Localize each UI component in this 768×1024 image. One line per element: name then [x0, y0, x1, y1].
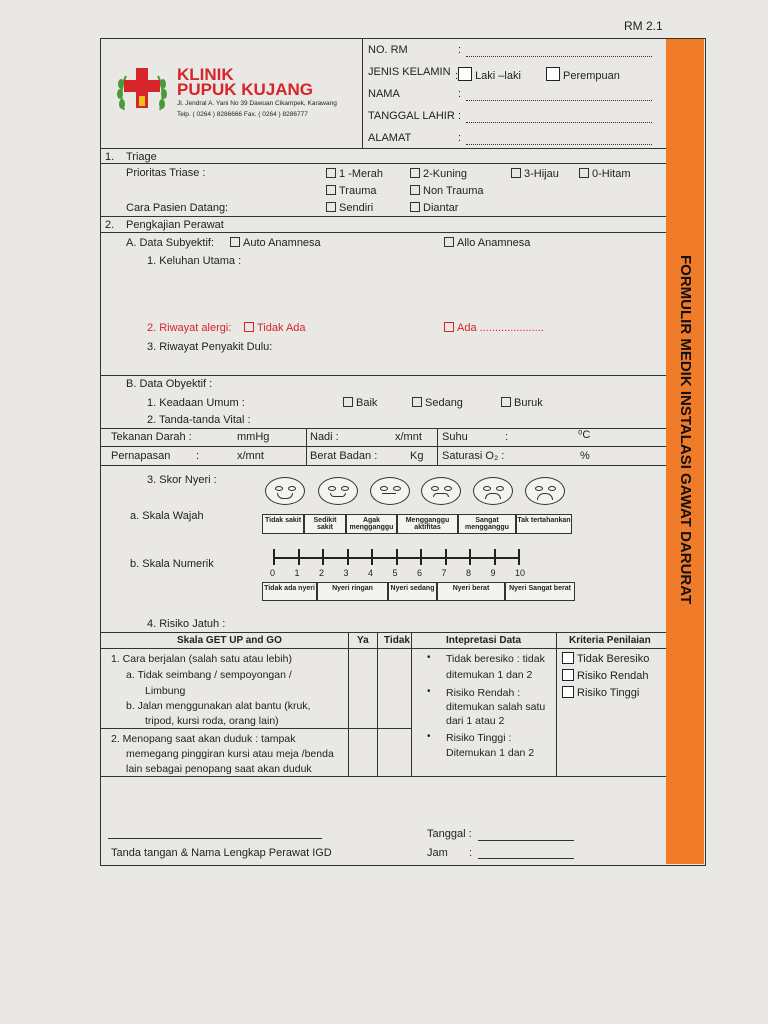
divider — [556, 632, 557, 776]
past-history-label: 3. Riwayat Penyakit Dulu: — [147, 341, 273, 353]
face-feature — [496, 486, 504, 491]
auto-anamnesa-option[interactable] — [230, 237, 321, 249]
numeric-tick-label: 9 — [490, 568, 496, 578]
address-field[interactable] — [466, 144, 652, 145]
col-no-header: Tidak — [384, 635, 410, 646]
triage-yellow-option[interactable] — [410, 168, 467, 180]
option-label: Tidak Beresiko — [577, 653, 650, 665]
triage-red-option[interactable] — [326, 168, 383, 180]
spo2-label: Saturasi O₂ : — [442, 450, 505, 462]
no-rm-label: NO. RM — [368, 44, 408, 56]
checkbox[interactable] — [230, 237, 240, 247]
divider — [100, 375, 666, 376]
interpretation-line: dari 1 atau 2 — [446, 715, 505, 727]
pain-face-icon — [473, 477, 513, 505]
has-allergy-option[interactable] — [444, 322, 544, 334]
face-feature — [431, 486, 439, 491]
non-trauma-option[interactable] — [410, 185, 484, 197]
divider — [100, 776, 666, 777]
criteria-high-risk-option[interactable] — [562, 686, 639, 699]
numeric-scale-description: Nyeri ringan — [317, 582, 388, 601]
col-scale-header: Skala GET UP and GO — [177, 635, 282, 646]
option-label: 0-Hitam — [592, 168, 631, 180]
numeric-tick — [273, 549, 275, 565]
clinic-name-line1: KLINIK — [177, 65, 234, 84]
numeric-scale-description: Nyeri Sangat berat — [505, 582, 575, 601]
interpretation-line: Ditemukan 1 dan 2 — [446, 747, 535, 759]
checkbox[interactable] — [579, 168, 589, 178]
numeric-tick — [494, 549, 496, 565]
numeric-tick — [518, 549, 520, 565]
address-label: ALAMAT — [368, 132, 412, 144]
q1-line: b. Jalan menggunakan alat bantu (kruk, — [126, 700, 311, 712]
dob-colon: : — [458, 110, 462, 122]
face-scale-label: Sedikit sakit — [304, 514, 346, 534]
weight-unit: Kg — [410, 450, 424, 462]
numeric-tick — [347, 549, 349, 565]
face-feature — [485, 493, 501, 499]
checkbox[interactable] — [326, 168, 336, 178]
numeric-tick — [469, 549, 471, 565]
checkbox[interactable] — [326, 202, 336, 212]
divider — [306, 428, 307, 465]
numeric-tick-label: 6 — [417, 568, 423, 578]
clinic-logo — [112, 62, 172, 122]
blood-pressure-label: Tekanan Darah : — [111, 431, 192, 443]
triage-black-option[interactable] — [579, 168, 631, 180]
option-label: 2-Kuning — [423, 168, 468, 180]
numeric-tick-label: 5 — [392, 568, 398, 578]
q2-line: lain sebagai penopang saat akan duduk — [126, 763, 312, 775]
numeric-tick — [420, 549, 422, 565]
face-scale-label: Tak tertahankan — [516, 514, 572, 534]
checkbox[interactable] — [444, 237, 454, 247]
option-label: Non Trauma — [423, 185, 484, 197]
date-label: Tanggal : — [427, 828, 472, 840]
option-label: Diantar — [423, 202, 459, 214]
date-field[interactable] — [478, 840, 574, 841]
condition-bad-option[interactable] — [501, 397, 543, 409]
numeric-tick — [396, 549, 398, 565]
q1-line: Limbung — [145, 685, 186, 697]
option-label: 1 -Merah — [339, 168, 384, 180]
numeric-tick-label: 0 — [270, 568, 276, 578]
checkbox[interactable] — [410, 168, 420, 178]
temperature-unit: ⁰C — [578, 429, 591, 441]
q2-line: 2. Menopang saat akan duduk : tampak — [111, 733, 296, 745]
numeric-scale-description: Nyeri berat — [437, 582, 505, 601]
gender-male-option[interactable]: : Laki –laki — [455, 67, 521, 82]
face-feature — [548, 486, 556, 491]
triage-green-option[interactable] — [511, 168, 559, 180]
option-label: Auto Anamnesa — [243, 237, 321, 249]
bullet: • — [427, 652, 431, 663]
temperature-label: Suhu — [442, 431, 468, 443]
face-feature — [483, 486, 491, 491]
col-yes-header: Ya — [357, 635, 369, 646]
interpretation-line: ditemukan salah satu — [446, 701, 546, 713]
name-label: NAMA — [368, 88, 400, 100]
name-colon: : — [458, 88, 462, 100]
female-checkbox[interactable] — [546, 67, 560, 81]
divider — [100, 728, 411, 729]
numeric-tick-label: 7 — [441, 568, 447, 578]
numeric-tick — [298, 549, 300, 565]
pain-face-icon — [265, 477, 305, 505]
respiration-colon: : — [196, 450, 200, 462]
arrival-escorted-option[interactable] — [410, 202, 458, 214]
face-feature — [393, 486, 401, 491]
divider — [100, 446, 666, 447]
checkbox[interactable] — [562, 669, 574, 681]
no-rm-colon: : — [458, 44, 462, 56]
chief-complaint-label: 1. Keluhan Utama : — [147, 255, 242, 267]
divider — [437, 428, 438, 465]
arrival-label: Cara Pasien Datang: — [126, 202, 229, 214]
q2-line: memegang pinggiran kursi atau meja /benda — [126, 748, 334, 760]
subjective-label: A. Data Subyektif: — [126, 237, 215, 249]
option-label: Risiko Rendah — [577, 670, 649, 682]
divider — [100, 632, 666, 633]
gender-female-option[interactable] — [546, 67, 620, 82]
checkbox[interactable] — [562, 652, 574, 664]
interpretation-line: Risiko Tinggi : — [446, 732, 512, 744]
criteria-low-risk-option[interactable] — [562, 669, 649, 682]
blood-pressure-unit: mmHg — [237, 431, 270, 443]
condition-moderate-option[interactable] — [412, 397, 463, 409]
numeric-tick — [445, 549, 447, 565]
face-scale-label: a. Skala Wajah — [130, 510, 204, 522]
divider — [100, 163, 666, 164]
face-feature — [288, 486, 296, 491]
respiration-label: Pernapasan — [111, 450, 171, 462]
numeric-tick — [371, 549, 373, 565]
clinic-phone: Telp. ( 0264 ) 8286666 Fax. ( 0264 ) 8286777 — [177, 111, 308, 118]
time-colon: : — [469, 847, 473, 859]
option-label: 3-Hijau — [524, 168, 559, 180]
female-label: Perempuan — [563, 70, 620, 82]
allergy-label: 2. Riwayat alergi: — [147, 322, 232, 334]
clinic-address: Jl. Jendral A. Yani No 39 Dawuan Cikampek, Karawang — [177, 100, 337, 107]
name-field[interactable] — [466, 100, 652, 101]
option-label: Sedang — [425, 397, 463, 409]
checkbox[interactable] — [410, 185, 420, 195]
face-feature — [382, 493, 396, 494]
objective-label: B. Data Obyektif : — [126, 378, 213, 390]
divider — [100, 232, 666, 233]
divider — [348, 632, 349, 776]
pain-face-icon — [421, 477, 461, 505]
interpretation-line: Risiko Rendah : — [446, 687, 521, 699]
trauma-option[interactable] — [326, 185, 377, 197]
triage-num: 1. — [105, 151, 115, 163]
divider — [411, 632, 412, 776]
divider — [100, 648, 666, 649]
time-field[interactable] — [478, 858, 574, 859]
criteria-no-risk-option[interactable] — [562, 652, 649, 665]
pain-face-icon — [370, 477, 410, 505]
option-label: Trauma — [339, 185, 377, 197]
face-scale-label: Agak mengganggu — [346, 514, 397, 534]
assessment-title: Pengkajian Perawat — [126, 219, 224, 231]
divider — [377, 632, 378, 776]
arrival-alone-option[interactable] — [326, 202, 373, 214]
pain-face-icon — [318, 477, 358, 505]
option-label: Ada ..................... — [457, 322, 544, 334]
q1-line: tripod, kursi roda, orang lain) — [145, 715, 279, 727]
col-interpretation-header: Intepretasi Data — [446, 635, 522, 646]
signature-label: Tanda tangan & Nama Lengkap Perawat IGD — [111, 847, 332, 859]
no-rm-field[interactable] — [466, 56, 652, 57]
checkbox[interactable] — [562, 686, 574, 698]
no-allergy-option[interactable] — [244, 322, 306, 334]
male-checkbox[interactable] — [458, 67, 472, 81]
q1-line: 1. Cara berjalan (salah satu atau lebih) — [111, 653, 292, 665]
face-feature — [328, 486, 336, 491]
assessment-num: 2. — [105, 219, 115, 231]
face-feature — [433, 493, 449, 497]
option-label: Tidak Ada — [257, 322, 306, 334]
clinic-name-line2: PUPUK KUJANG — [177, 80, 314, 99]
checkbox[interactable] — [244, 322, 254, 332]
fall-risk-title: 4. Risiko Jatuh : — [147, 618, 226, 630]
checkbox[interactable] — [412, 397, 422, 407]
numeric-tick-label: 2 — [319, 568, 325, 578]
face-feature — [537, 493, 553, 500]
triage-priority-label: Prioritas Triase : — [126, 167, 206, 179]
face-feature — [330, 493, 346, 497]
vital-signs-label: 2. Tanda-tanda Vital : — [147, 414, 251, 426]
col-criteria-header: Kriteria Penilaian — [569, 635, 651, 646]
interpretation-line: Tidak beresiko : tidak — [446, 653, 545, 665]
option-label: Sendiri — [339, 202, 374, 214]
numeric-scale-description: Nyeri sedang — [388, 582, 437, 601]
face-feature — [341, 486, 349, 491]
checkbox[interactable] — [326, 185, 336, 195]
bullet: • — [427, 686, 431, 697]
option-label: Allo Anamnesa — [457, 237, 531, 249]
face-feature — [444, 486, 452, 491]
numeric-scale-label: b. Skala Numerik — [130, 558, 214, 570]
document-code: RM 2.1 — [624, 19, 663, 33]
general-condition-label: 1. Keadaan Umum : — [147, 397, 245, 409]
divider — [100, 216, 666, 217]
pain-score-title: 3. Skor Nyeri : — [147, 474, 217, 486]
face-scale-label: Mengganggu aktifitas — [397, 514, 458, 534]
numeric-tick-label: 3 — [343, 568, 349, 578]
dob-label: TANGGAL LAHIR — [368, 110, 455, 122]
signature-line[interactable] — [108, 838, 322, 839]
address-colon: : — [458, 132, 462, 144]
gender-label: JENIS KELAMIN — [368, 66, 451, 78]
checkbox[interactable] — [410, 202, 420, 212]
dob-field[interactable] — [466, 122, 652, 123]
numeric-scale-description: Tidak ada nyeri — [262, 582, 317, 601]
allo-anamnesa-option[interactable] — [444, 237, 530, 249]
numeric-tick-label: 10 — [515, 568, 526, 578]
male-label: Laki –laki — [475, 70, 521, 82]
checkbox[interactable] — [501, 397, 511, 407]
q1-line: a. Tidak seimbang / sempoyongan / — [126, 669, 292, 681]
face-feature — [380, 486, 388, 491]
condition-good-option[interactable] — [343, 397, 377, 409]
numeric-tick-label: 4 — [368, 568, 374, 578]
face-feature — [535, 486, 543, 491]
option-label: Buruk — [514, 397, 543, 409]
time-label: Jam — [427, 847, 448, 859]
pulse-unit: x/mnt — [395, 431, 422, 443]
respiration-unit: x/mnt — [237, 450, 264, 462]
checkbox[interactable] — [343, 397, 353, 407]
pain-face-icon — [525, 477, 565, 505]
face-feature — [277, 493, 293, 499]
numeric-tick — [322, 549, 324, 565]
option-label: Baik — [356, 397, 378, 409]
face-scale-label: Sangat mengganggu — [458, 514, 516, 534]
face-feature — [275, 486, 283, 491]
identity-divider — [362, 38, 363, 148]
triage-title: Triage — [126, 151, 157, 163]
divider — [100, 148, 666, 149]
divider — [100, 465, 666, 466]
temperature-colon: : — [505, 431, 509, 443]
face-scale-label: Tidak sakit — [262, 514, 304, 534]
checkbox[interactable] — [511, 168, 521, 178]
spo2-unit: % — [580, 450, 590, 462]
numeric-tick-label: 1 — [294, 568, 300, 578]
numeric-tick-label: 8 — [466, 568, 472, 578]
interpretation-line: ditemukan 1 dan 2 — [446, 669, 533, 681]
bullet: • — [427, 731, 431, 742]
option-label: Risiko Tinggi — [577, 687, 640, 699]
pulse-label: Nadi : — [310, 431, 339, 443]
weight-label: Berat Badan : — [310, 450, 378, 462]
checkbox[interactable] — [444, 322, 454, 332]
